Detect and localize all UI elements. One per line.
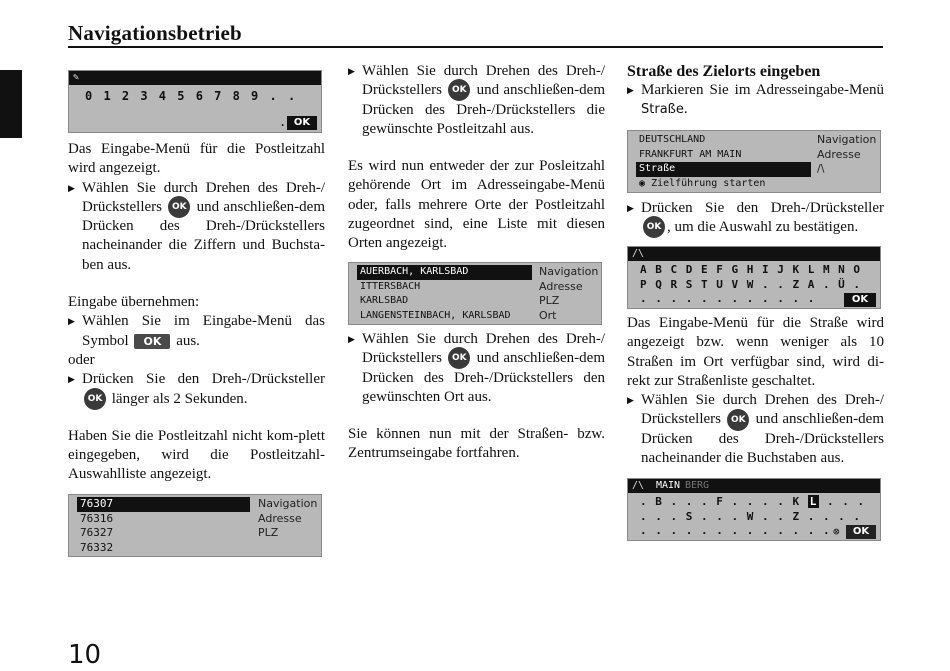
paragraph: Das Eingabe-Menü für die Straße wird angezeigt bzw. wenn weniger als 10 Straßen im Ort verfügbar sind, wird di-rekt zur Straßenliste geschaltet. [627, 315, 884, 389]
screen-address-menu [627, 130, 881, 193]
step-text: und anschließen-dem Drücken des Dreh-/Drückstellers die gewünschte Postleitzahl aus. [362, 82, 605, 137]
list-item-label: Zielführung starten [651, 177, 766, 189]
ok-knob-icon: OK [448, 347, 470, 369]
step-text: und anschließen-dem Drücken des Dreh-/Drückstellers den gewünschten Ort aus. [362, 350, 605, 405]
list-item-selected: Straße [636, 162, 811, 177]
column-3 [627, 62, 884, 120]
paragraph: Es wird nun entweder der zur Posleitzahl gehörende Ort im Adresseingabe-Menü oder, falls mehrere Orte der Postleitzahl zugeordnet sind, eine Liste mit diesen Orten angezeigt. [348, 158, 605, 252]
cursor-dot: . [279, 115, 287, 129]
step-text: Wählen Sie durch Drehen des Dreh-/ Drückstellers [362, 63, 605, 99]
paragraph: Das Eingabe-Menü für die Postleitzahl wird angezeigt. [68, 141, 325, 177]
screen-topbar [69, 71, 321, 85]
screen-postcode-entry [68, 70, 322, 133]
side-menu-item: Adresse [258, 511, 302, 525]
letter-row: . . . S . . . W . . Z . . . . [640, 510, 862, 523]
letter-row: . . . . . . . . . . . . . [640, 524, 831, 537]
screen-topbar [628, 247, 880, 261]
screen-topbar [628, 479, 880, 493]
alphabet-row: A B C D E F G H I J K L M N O [640, 263, 862, 276]
column-2 [348, 62, 605, 254]
step-text: Wählen Sie durch Drehen des Dreh-/ Drückstellers [82, 179, 325, 215]
instruction-step [68, 370, 325, 409]
alphabet-row: . . . . . . . . . . . . [640, 292, 816, 305]
screen-side-menu [539, 265, 598, 323]
typed-text: MAIN [656, 480, 681, 491]
side-menu-item: Adresse [539, 279, 583, 293]
list-item: 76327 [80, 526, 114, 539]
screen-ok-button: OK [287, 116, 317, 130]
step-text: Markieren Sie im Adresseingabe-Menü [641, 82, 884, 98]
list-item: KARLSBAD [360, 295, 409, 306]
step-text: und anschließen-dem Drücken des Dreh-/Drückstellers nacheinander die Ziffern und Buchsta-ben aus. [82, 198, 325, 273]
town-list [357, 265, 532, 323]
paragraph: Haben Sie die Postleitzahl nicht kom-plett eingegeben, wird die Postleitzahl-Auswahlliste angezeigt. [68, 427, 325, 483]
page-number: 10 [68, 640, 102, 670]
screen-street-entry [627, 478, 881, 541]
list-item-selected: AUERBACH, KARLSBAD [357, 265, 532, 280]
instruction-step [348, 62, 605, 139]
letter-row [640, 495, 865, 508]
ok-knob-icon: OK [448, 79, 470, 101]
side-menu-item: Navigation [539, 265, 599, 278]
address-list [636, 133, 811, 191]
side-menu-item: Navigation [258, 497, 318, 510]
screen-side-menu [258, 497, 317, 541]
section-heading: Straße des Zielorts eingeben [627, 63, 821, 80]
digit-row: 0 1 2 3 4 5 6 7 8 9 . . [85, 89, 298, 103]
selected-letter: L [809, 495, 818, 508]
step-text: und anschließen-dem Drücken des Dreh-/Drückstellers nacheinander die Buchstaben aus. [641, 411, 884, 467]
ok-knob-icon: OK [84, 388, 106, 410]
side-menu-item: PLZ [539, 294, 560, 307]
ok-knob-icon: OK [643, 216, 665, 238]
list-item: 76332 [80, 540, 114, 554]
street-symbol-icon: /\ [632, 248, 645, 259]
letter-row-text: . B . . . F . . . . K [640, 495, 801, 508]
street-symbol-icon: /\ [632, 480, 645, 491]
list-item-selected: 76307 [77, 497, 250, 512]
paragraph: Sie können nun mit der Straßen- bzw. Zentrumseingabe fortfahren. [348, 426, 605, 462]
ok-knob-icon: OK [727, 409, 749, 431]
step-text: Drücken Sie den Dreh-/Drücksteller [82, 371, 325, 388]
side-menu-item: Navigation [817, 133, 877, 146]
alphabet-row: P Q R S T U V W . . Z A . Ü . [640, 278, 862, 291]
step-text: Wählen Sie im Eingabe-Menü das Symbol [82, 313, 325, 349]
list-item-start-guidance [636, 177, 809, 192]
column-1 [68, 140, 325, 485]
instruction-step [68, 179, 325, 275]
screen-town-list [348, 262, 602, 325]
chapter-tab-marker [0, 70, 22, 138]
side-menu-item: PLZ [258, 526, 279, 539]
instruction-step [348, 330, 605, 407]
paragraph: oder [68, 351, 95, 368]
ok-knob-icon: OK [168, 196, 190, 218]
edit-icon: ✎ [73, 72, 80, 83]
list-item: FRANKFURT AM MAIN [639, 148, 742, 160]
screen-side-menu [817, 133, 876, 177]
screen-ok-button: OK [846, 525, 876, 539]
page-title: Navigationsbetrieb [68, 21, 242, 45]
list-item: 76316 [80, 511, 114, 525]
column-2-lower [348, 330, 605, 464]
column-3-step [627, 199, 884, 238]
target-icon: ◉ [639, 177, 646, 189]
list-item: DEUTSCHLAND [639, 134, 706, 145]
instruction-step [68, 312, 325, 351]
delete-icon: ⊗ [833, 525, 840, 538]
step-text: länger als 2 Sekunden. [111, 390, 248, 407]
step-text: Drücken Sie den Dreh-/Drücksteller [641, 200, 884, 216]
letter-row-text: . . . [826, 495, 866, 508]
screen-ok-button: OK [844, 293, 876, 307]
step-text: , um die Auswahl zu bestätigen. [667, 219, 859, 236]
list-item: LANGENSTEINBACH, KARLSBAD [360, 309, 511, 321]
screen-postcode-list [68, 494, 322, 557]
autocomplete-text: BERG [685, 480, 710, 491]
postcode-list [77, 497, 250, 555]
column-3-lower [627, 314, 884, 468]
ok-symbol-icon: OK [134, 334, 170, 349]
side-menu-item: /\ [817, 162, 825, 175]
paragraph: Eingabe übernehmen: [68, 294, 200, 311]
instruction-step [627, 81, 884, 120]
step-text: . [683, 101, 688, 118]
menu-term: Straße [641, 102, 684, 118]
step-text: Wählen Sie durch Drehen des Dreh-/ Drückstellers [362, 331, 605, 367]
instruction-step [627, 199, 884, 238]
side-menu-item: Adresse [817, 147, 861, 161]
side-menu-item: Ort [539, 308, 557, 322]
title-rule [68, 46, 883, 48]
screen-street-alphabet [627, 246, 881, 309]
list-item: ITTERSBACH [360, 280, 421, 292]
step-text: Wählen Sie durch Drehen des Dreh-/ Drückstellers [641, 392, 884, 428]
instruction-step [627, 391, 884, 468]
step-text: aus. [176, 332, 200, 349]
